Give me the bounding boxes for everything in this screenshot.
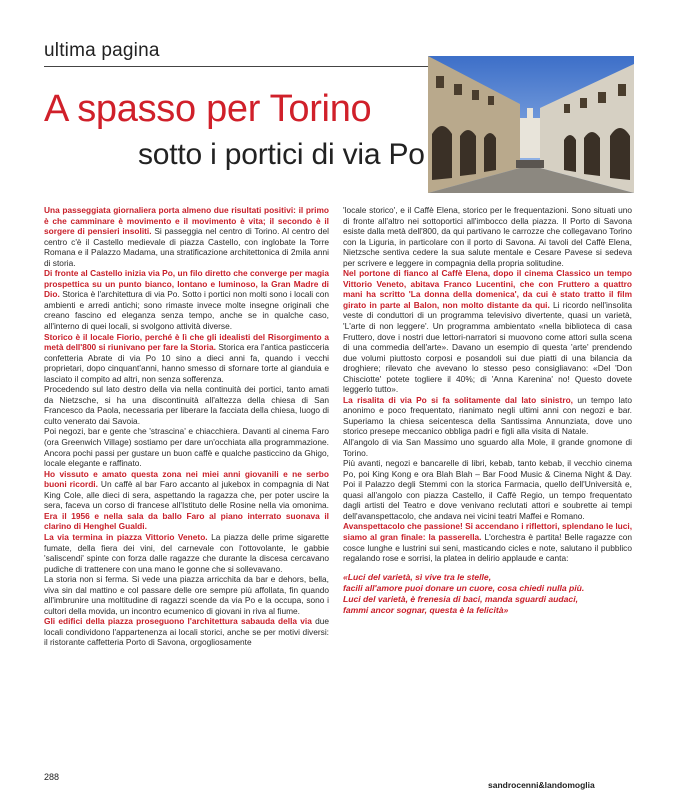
right-paragraph: Più avanti, negozi e bancarelle di libri, kebab, tanto kebab, il vecchio cinema Po, poi King Kong e ora Blah Blah – Bar Food Music & Cinema Night & Day. Poi il Palazzo degli Stemmi con la storica Farmacia, quello dell'Università e, quasi all'angolo con piazza Castello, il Caffè Regio, un tempo frequentato dagli artisti del Teatro e dove venivano reclutati attori e soubrette ai tempi dell'avanspettacolo, che andava nei vicini teatri Maffei e Romano. — [343, 458, 632, 521]
left-column — [44, 205, 329, 648]
right-paragraph: All'angolo di via San Massimo uno sguardo alla Mole, il grande gnomone di Torino. — [343, 437, 632, 458]
left-paragraph: Di fronte al Castello inizia via Po, un filo diretto che converge per magia prospettica su un punto bianco, lontano e luminoso, la Gran Madre di Dio. Storica è l'architettura di via Po. Sotto i portici non molti sono i locali con ambienti e arredi antichi; sono rimaste invece molte insegne originali che creano fascino ed eleganza senza tempo, anche se in qualche caso, all'interno di quei locali, si svolgono attività diverse. — [44, 268, 329, 332]
left-paragraph: Procedendo sul lato destro della via nella continuità dei portici, tanto amati da Nietzsche, si ha una discontinuità all'altezza della chiesa di San Francesco da Paola, necessaria per liberare la facciata della chiesa, luogo di culto venerato dai Savoia. — [44, 384, 329, 426]
song-quote: «Luci del varietà, sì vive tra le stelle, facili all'amore puoi donare un cuore, cosa chiedi nulla più. Luci del varietà, è frenesia di baci, manda sguardi audaci, fammi ancor sognar, questa è la felicità» — [343, 571, 585, 615]
left-paragraph: Storico è il locale Fiorio, perché è lì che gli idealisti del Risorgimento a metà dell'800 si riunivano per fare la Storia. Storica era l'antica pasticceria confetteria Abrate di via Po 10 sino a dieci anni fa, quando i vecchi proprietari, dopo cinquant'anni, hanno smesso di sfornare torte al gianduia e lasciato il compito ad altri, non senza sofferenza. — [44, 331, 329, 384]
section-label: ultima pagina — [44, 40, 160, 61]
article-subtitle: sotto i portici di via Po — [138, 138, 425, 171]
left-paragraph: La via termina in piazza Vittorio Veneto. La piazza delle prime sigarette fumate, della fiera dei vini, del carnevale con l'ottovolante, le gabbie 'saliscendi' spinte con forza dalle ragazze che durante la discesa cercavano pudiche di trattenere con una mano le gonne che si sollevavano. — [44, 531, 329, 574]
right-paragraph: Nel portone di fianco al Caffè Elena, dopo il cinema Classico un tempo Vittorio Veneto, abitava Franco Lucentini, che con Fruttero a quattro mani ha scritto 'La donna della domenica', da cui è stato tratto il film girato in parte al Balon, non molto distante da qui. Li ricordo nell'insolita veste di conduttori di un programma televisivo divertente, quasi un varietà, 'L'arte di non leggere'. Un programma ambientato «nella biblioteca di casa Fruttero, dove i nostri due lettori-narratori si muovono come attori sulla scena di una commedia dell'arte». Davano un esempio di questa 'arte' prendendo due volumi piuttosto corposi e posandoli sui due piatti di una bilancia da droghiere; rilevato che avevano lo stesso peso consigliavano: «Del 'Don Chisciotte' potete togliere il 40%; di 'Anna Karenina' no! Questo dovete leggerlo tutto». — [343, 268, 632, 395]
left-paragraph: Ho vissuto e amato questa zona nei miei anni giovanili e ne serbo buoni ricordi. Un caffè al bar Faro accanto al jukebox in compagnia di Nat King Cole, alle dieci di sera, aspettando la ragazza che, per poter uscire la sera, faceva un corso di francese all'Istituto delle Rosine nella via omonima. Era il 1956 e nella sala da ballo Faro al piano interrato suonava il clarino di Henghel Gualdi. — [44, 468, 329, 532]
left-paragraph: La storia non si ferma. Si vede una piazza arricchita da bar e dehors, bella, viva sin dal mattino e col passare delle ore sempre più affollata, fin quando all'imbrunire una moltitudine di ragazzi scende da via Po e la occupa, sono i cultori della movida, un incontro ecumenico di giovani in riva al fiume. — [44, 574, 329, 616]
left-paragraph: Gli edifici della piazza proseguono l'architettura sabauda della via due locali condividono l'appartenenza ai locali storici, anche se per motivi diversi: il ristorante caffetteria Porto di Savona, orgogliosamente — [44, 616, 329, 648]
article-title: A spasso per Torino — [44, 88, 372, 130]
page-number: 288 — [44, 772, 60, 782]
author-signature: sandrocenni&landomoglia — [488, 780, 595, 790]
right-paragraph: La risalita di via Po si fa solitamente dal lato sinistro, un tempo lato anonimo e poco frequentato, rianimato negli ultimi anni con negozi e bar. Superiamo la chiesa seicentesca della Santissima Annunziata, dove uno storico presepe meccanico obbliga padri e figli alla visita di Natale. — [343, 394, 632, 437]
right-column — [343, 205, 632, 616]
via-po-photo — [428, 56, 634, 193]
right-paragraph: 'locale storico', e il Caffè Elena, storico per le frequentazioni. Sono situati uno di fronte all'altro nei sottoportici all'imbocco della piazza. Il Porto di Savona esiste dalla metà dell'800, da qui partivano le carrozze che collegavano Torino con la Liguria, in particolare con il porto di Savona. Ai tavoli del Caffè Elena, Nietzsche sentiva cedere la sua salute mentale e Cesare Pavese si sedeva per scrivere e leggere in compagnia della propria solitudine. — [343, 205, 632, 268]
right-paragraph: Avanspettacolo che passione! Si accendano i riflettori, splendano le luci, siamo al gran finale: la passerella. L'orchestra è partita! Belle ragazze con cosce lunghe e lustrini sui seni, masticando cicles e note, salutano il pubblico regalando rose e sorrisi, la platea in delirio applaude e canta: — [343, 521, 633, 564]
left-paragraph: Poi negozi, bar e gente che 'strascina' e chiacchiera. Davanti al cinema Faro (ora Greenwich Village) sostiamo per dare un'occhiata alla programmazione. Ancora pochi passi per gustare un buon caffè e qualche pasticcino da Ghigo, locale elegante e raffinato. — [44, 426, 329, 469]
left-paragraph: Una passeggiata giornaliera porta almeno due risultati positivi: il primo è che camminare è movimento e il movimento è vita; il secondo è il sorgere di pensieri insoliti. Si passeggia nel centro di Torino. Al centro del centro c'è il Castello medievale di piazza Castello, con inglobate la Torre Romana e il Palazzo Madama, una stratificazione architettonica di 2mila anni di storia. — [44, 205, 329, 268]
